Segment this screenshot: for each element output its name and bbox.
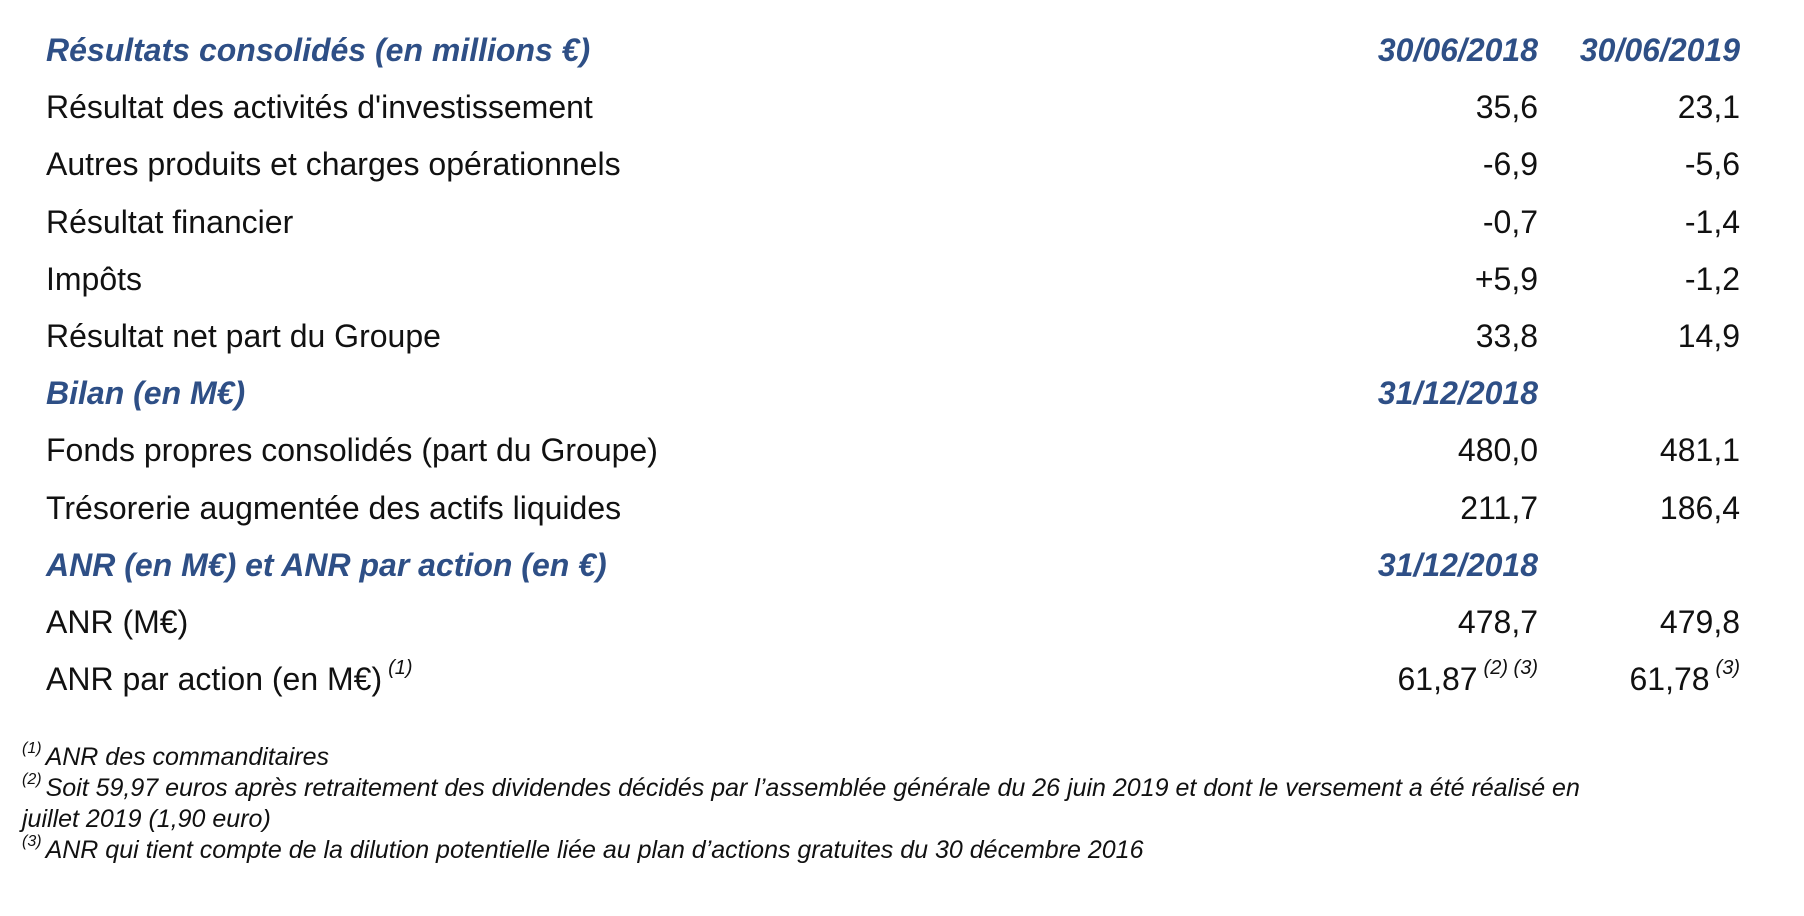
- row-value-2: 479,8: [1659, 603, 1740, 640]
- row-value-2: -1,2: [1684, 260, 1740, 297]
- table-row: [46, 594, 1740, 651]
- section-header-bilan: [46, 365, 1726, 422]
- footnote-mark: (2): [22, 770, 42, 788]
- column-header-date: 31/12/2018: [1377, 546, 1538, 583]
- row-value-2: 61,78: [1629, 661, 1710, 698]
- footnote-text: juillet 2019 (1,90 euro): [22, 805, 271, 833]
- row-label: Fonds propres consolidés (part du Groupe): [46, 432, 658, 469]
- row-value-2: -5,6: [1684, 146, 1740, 183]
- financial-table: [46, 22, 1740, 708]
- table-row: [46, 480, 1740, 537]
- row-value-1: 33,8: [1475, 317, 1538, 354]
- footnote-text: ANR des commanditaires: [45, 743, 329, 771]
- row-value-2: 481,1: [1659, 432, 1740, 469]
- row-label: ANR (M€): [46, 603, 189, 640]
- footnote-marker: (1): [388, 657, 413, 680]
- row-label: Résultat financier: [46, 203, 294, 240]
- table-row: [46, 136, 1740, 193]
- table-row: [46, 308, 1740, 365]
- row-value-1-with-note: [1397, 651, 1538, 708]
- row-label-with-note: [46, 651, 413, 708]
- row-value-1: 211,7: [1460, 489, 1538, 526]
- section-title: ANR (en M€) et ANR par action (en €): [46, 546, 607, 583]
- table-row: [46, 251, 1740, 308]
- footnote-mark: (3): [22, 832, 42, 850]
- footnote-2-continued: [22, 804, 1782, 835]
- footnote-3: [22, 832, 1782, 866]
- row-label: Impôts: [46, 260, 143, 297]
- section-title: Résultats consolidés (en millions €): [46, 32, 591, 68]
- footnote-2: [22, 770, 1782, 804]
- row-value-1: +5,9: [1474, 260, 1538, 297]
- table-row: [46, 422, 1740, 479]
- row-value-2: 14,9: [1677, 317, 1740, 354]
- row-value-1: 35,6: [1475, 89, 1538, 126]
- footnote-1: [22, 739, 1782, 773]
- row-label: Résultat des activités d'investissement: [46, 89, 593, 126]
- footnote-marker: (3): [1715, 657, 1740, 680]
- row-value-2: 23,1: [1677, 89, 1740, 126]
- row-value-1: 480,0: [1457, 432, 1538, 469]
- row-value-1: -6,9: [1482, 146, 1538, 183]
- row-value-1: -0,7: [1482, 203, 1538, 240]
- row-value-2: -1,4: [1684, 203, 1740, 240]
- row-value-1: 478,7: [1457, 603, 1538, 640]
- footnotes: [22, 739, 1782, 866]
- table-row: [46, 194, 1740, 251]
- row-label: ANR par action (en M€): [46, 661, 383, 698]
- column-header-date: 31/12/2018: [1377, 375, 1538, 412]
- row-label: Trésorerie augmentée des actifs liquides: [46, 489, 622, 526]
- column-header-2019: 30/06/2019: [1579, 32, 1740, 68]
- footnote-text: ANR qui tient compte de la dilution potentielle liée au plan d’actions gratuites du 30 décembre 2016: [45, 836, 1144, 864]
- section-header-results: [46, 22, 1740, 79]
- section-header-anr: [46, 537, 1726, 594]
- footnote-mark: (1): [22, 739, 42, 757]
- row-label: Résultat net part du Groupe: [46, 317, 441, 354]
- row-value-2: 186,4: [1659, 489, 1740, 526]
- row-label: Autres produits et charges opérationnels: [46, 146, 621, 183]
- footnote-marker: (2) (3): [1483, 657, 1538, 680]
- footnote-text: Soit 59,97 euros après retraitement des dividendes décidés par l’assemblée générale du 26 juin 2019 et dont le versement a été réalisé en: [45, 774, 1580, 802]
- column-header-2018: 30/06/2018: [1377, 32, 1538, 68]
- table-row: [46, 79, 1740, 136]
- section-title: Bilan (en M€): [46, 375, 246, 412]
- table-row: [46, 651, 1740, 708]
- row-value-2-with-note: [1629, 651, 1740, 708]
- row-value-1: 61,87: [1397, 661, 1478, 698]
